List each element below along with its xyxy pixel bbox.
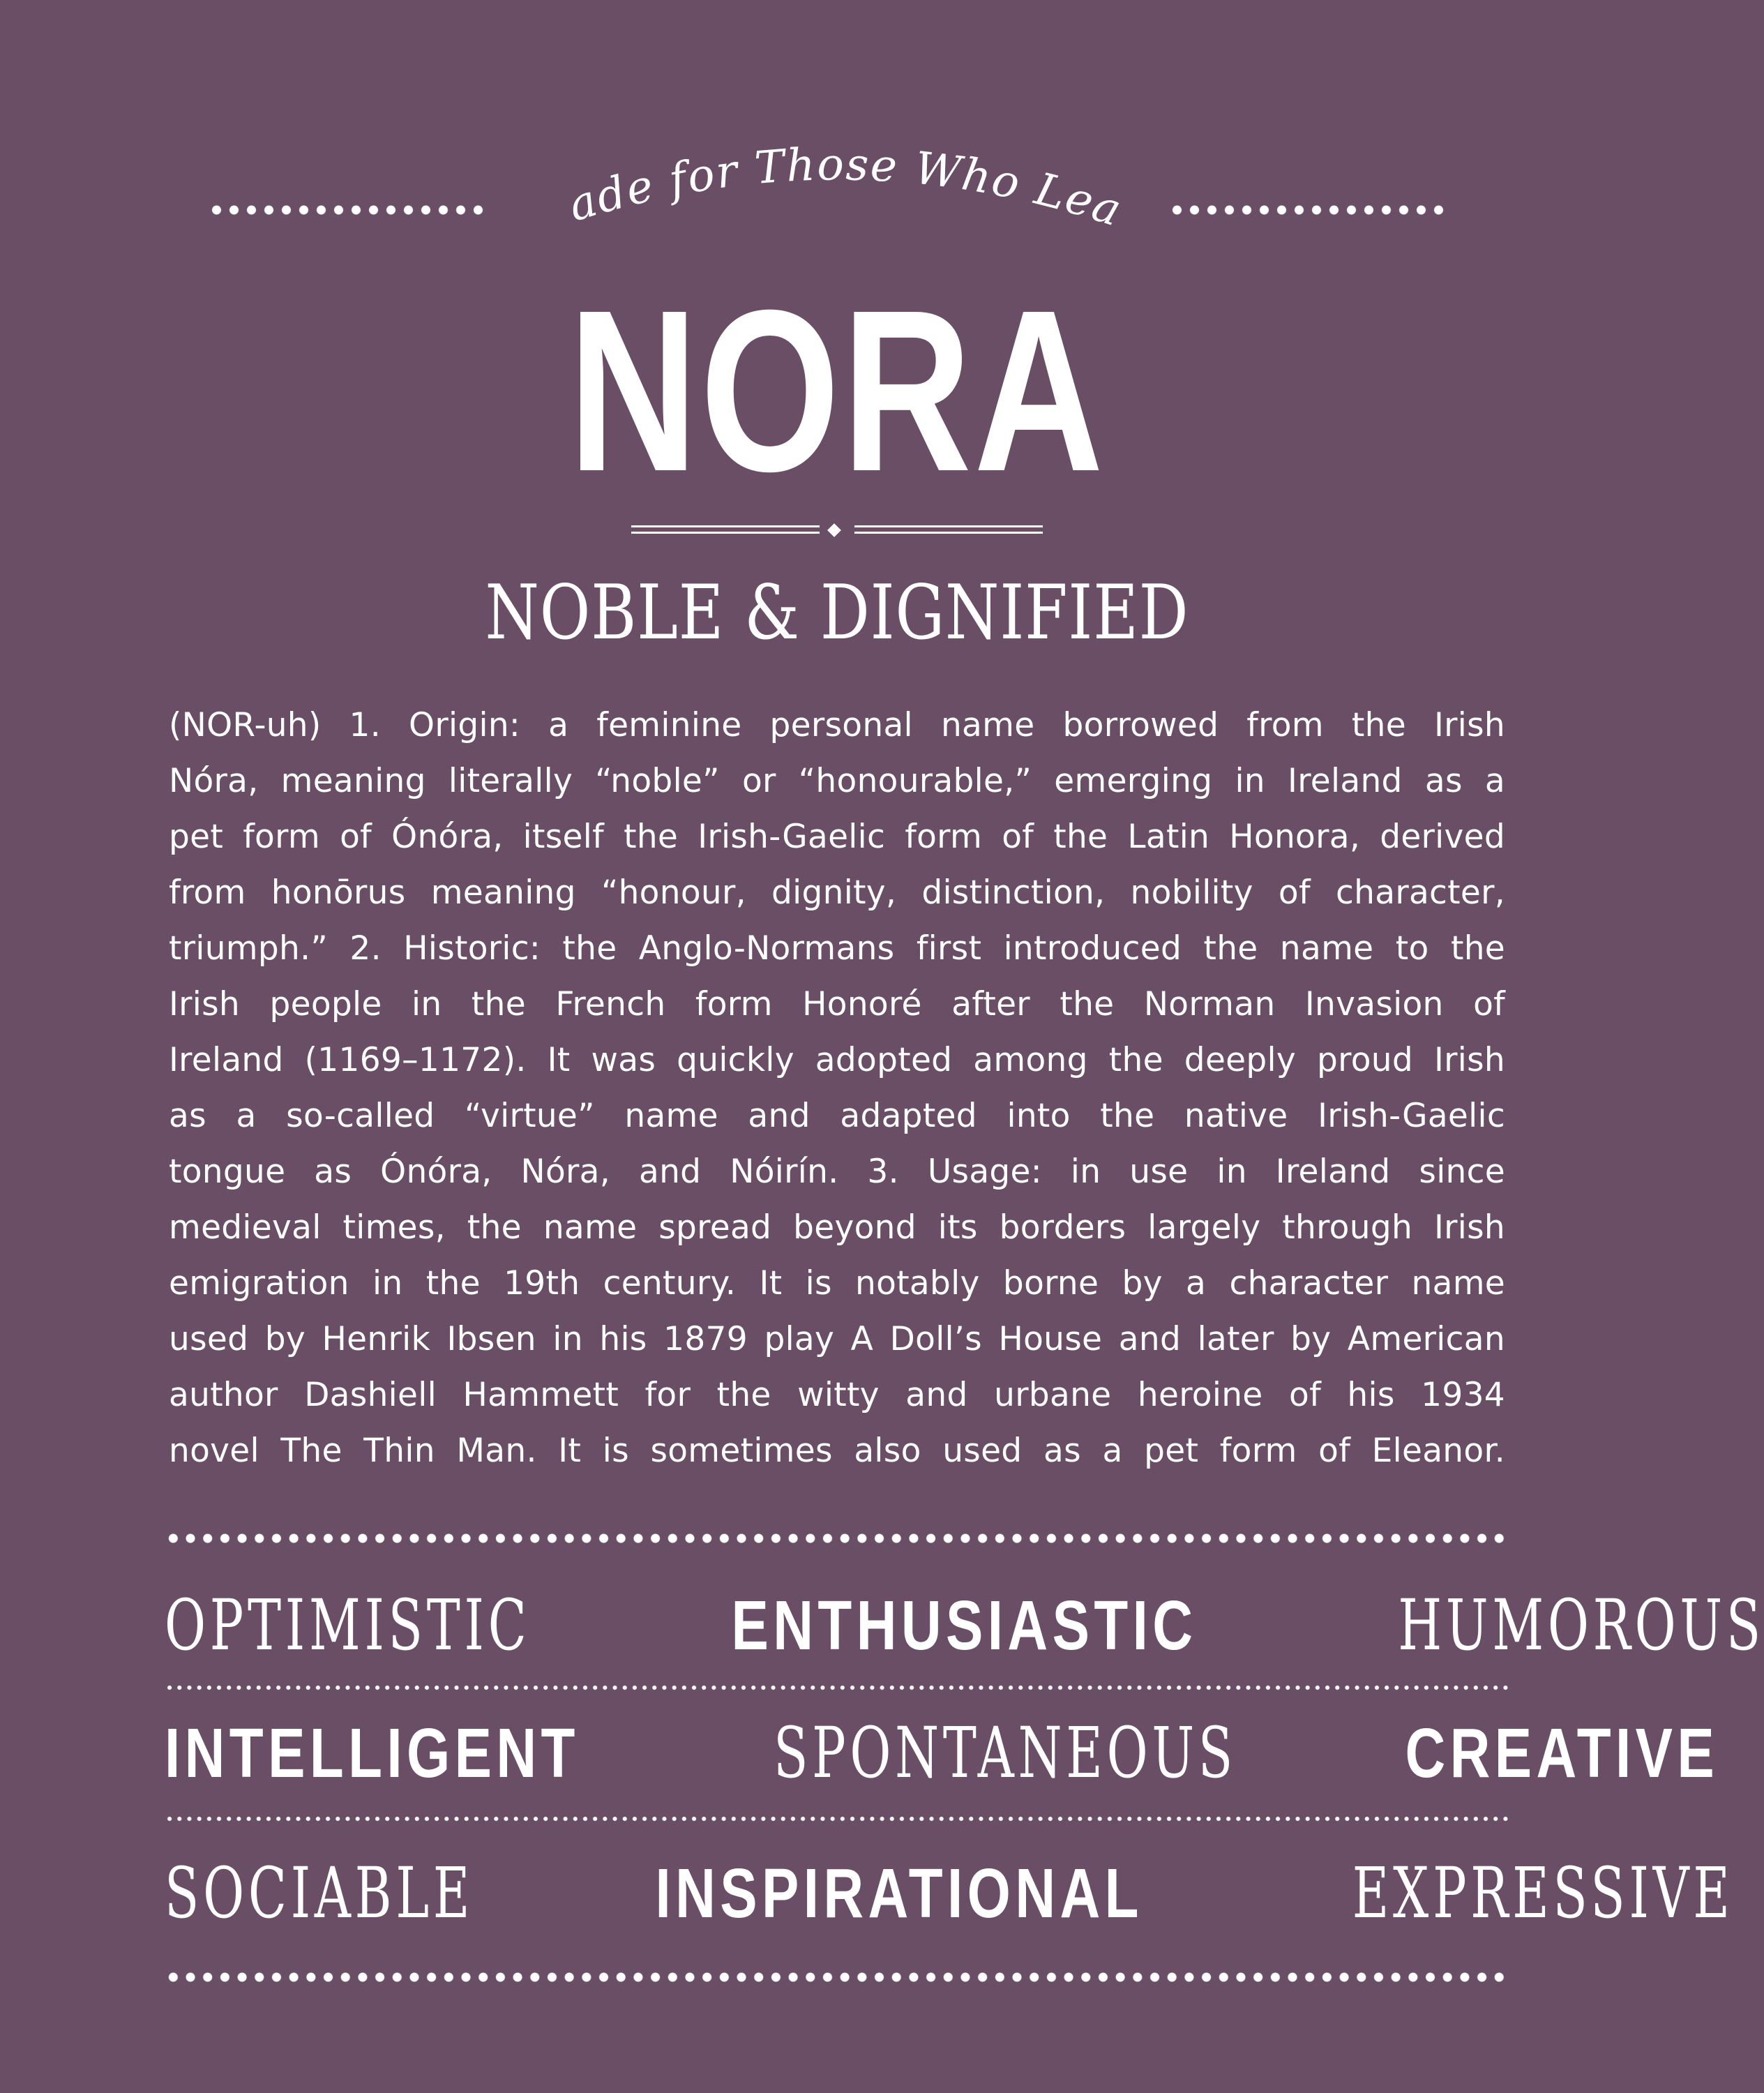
definition-line: Irish people in the French form Honoré after the Norman Invasion of bbox=[169, 985, 1505, 1023]
traits-row-3 bbox=[165, 1852, 1734, 1935]
trait-word: CREATIVE bbox=[1404, 1714, 1719, 1792]
trait-word: SPONTANEOUS bbox=[773, 1712, 1237, 1794]
trait-word: EXPRESSIVE bbox=[1352, 1852, 1734, 1934]
trait-word: ENTHUSIASTIC bbox=[731, 1586, 1198, 1665]
header-dotted-rule-right bbox=[1168, 204, 1451, 216]
definition-line: emigration in the 19th century. It is notably borne by a character name bbox=[169, 1264, 1505, 1303]
definition-line: tongue as Ónóra, Nóra, and Nóirín. 3. Usage: in use in Ireland since bbox=[169, 1153, 1505, 1191]
tagline-text: Made for Those Who Lead bbox=[506, 64, 1129, 238]
ornament-rule-right bbox=[854, 523, 1043, 537]
trait-word: OPTIMISTIC bbox=[165, 1584, 531, 1666]
traits-row-1 bbox=[165, 1584, 1764, 1667]
definition-line: medieval times, the name spread beyond its borders largely through Irish bbox=[169, 1208, 1505, 1247]
header-dotted-rule-left bbox=[208, 204, 490, 216]
definition-line: Nóra, meaning literally “noble” or “honourable,” emerging in Ireland as a bbox=[169, 762, 1505, 800]
definition-line: pet form of Ónóra, itself the Irish-Gaelic form of the Latin Honora, derived bbox=[169, 818, 1505, 856]
traits-dotted-separator bbox=[165, 1816, 1509, 1822]
definition-paragraph bbox=[169, 698, 1505, 1479]
definition-line: as a so-called “virtue” name and adapted into the native Irish-Gaelic bbox=[169, 1097, 1505, 1135]
tagline-arc bbox=[506, 64, 1144, 244]
definition-line: used by Henrik Ibsen in his 1879 play A Doll’s House and later by American bbox=[169, 1320, 1505, 1358]
definition-line: author Dashiell Hammett for the witty and urbane heroine of his 1934 bbox=[169, 1376, 1505, 1414]
definition-line: (NOR-uh) 1. Origin: a feminine personal name borrowed from the Irish bbox=[169, 706, 1505, 744]
definition-line: Ireland (1169–1172). It was quickly adopted among the deeply proud Irish bbox=[169, 1041, 1505, 1079]
name-title: NORA bbox=[568, 262, 1106, 519]
trait-word: INSPIRATIONAL bbox=[655, 1854, 1143, 1933]
definition-line: from honōrus meaning “honour, dignity, distinction, nobility of character, bbox=[169, 873, 1505, 912]
traits-dotted-rule-bottom bbox=[165, 1972, 1509, 1983]
definition-line: novel The Thin Man. It is sometimes also used as a pet form of Eleanor. bbox=[169, 1432, 1505, 1470]
traits-dotted-rule-top bbox=[165, 1533, 1509, 1544]
ornament-rule-left bbox=[631, 523, 820, 537]
trait-word: SOCIABLE bbox=[165, 1852, 474, 1934]
trait-word: INTELLIGENT bbox=[165, 1714, 580, 1792]
traits-row-2 bbox=[165, 1711, 1719, 1795]
definition-line: triumph.” 2. Historic: the Anglo-Normans first introduced the name to the bbox=[169, 929, 1505, 968]
trait-word: HUMOROUS bbox=[1397, 1584, 1764, 1666]
diamond-ornament-icon bbox=[827, 523, 841, 537]
traits-dotted-separator bbox=[165, 1685, 1509, 1690]
name-meaning-subtitle: NOBLE & DIGNIFIED bbox=[485, 569, 1189, 657]
